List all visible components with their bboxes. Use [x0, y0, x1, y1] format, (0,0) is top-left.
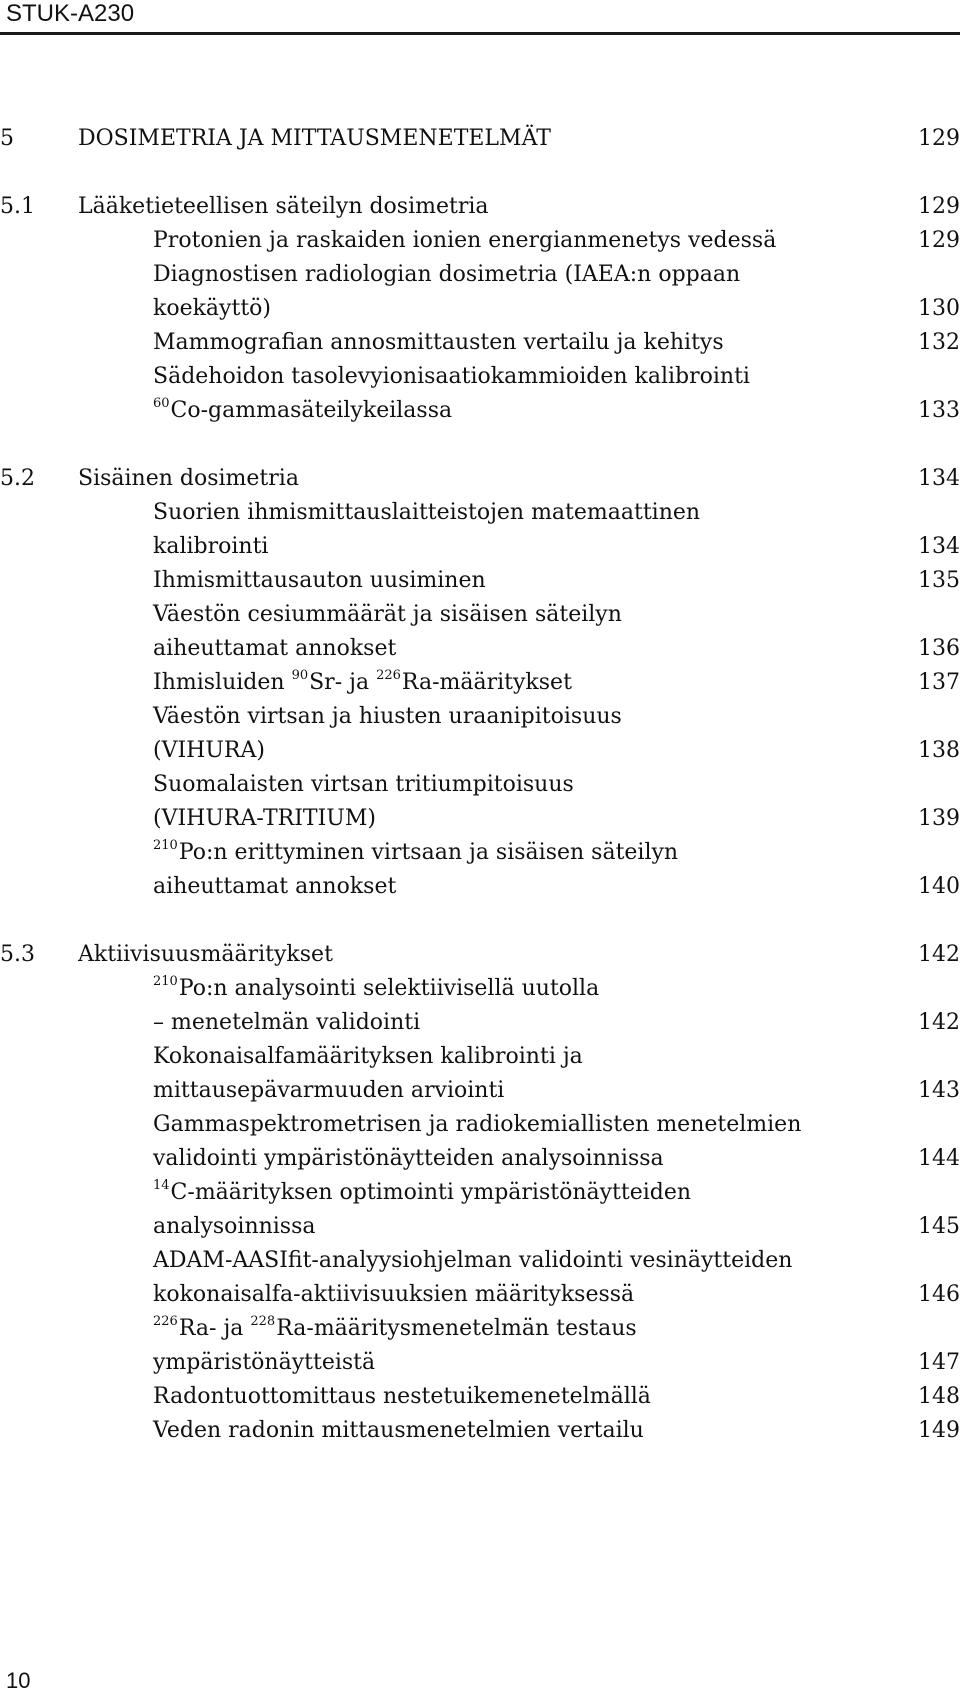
toc-entry-continuation — [0, 1073, 960, 1109]
toc-entry-continuation — [0, 529, 960, 565]
entry-title-text: C-määrityksen optimointi ympäristönäytteiden — [170, 1180, 692, 1205]
toc-entry — [0, 699, 960, 735]
entry-page: 146 — [918, 1282, 960, 1307]
entry-page: 143 — [918, 1078, 960, 1103]
toc-entry — [0, 597, 960, 633]
entry-title: Sädehoidon tasolevyionisaatiokammioiden kalibrointi — [153, 364, 750, 389]
entry-title: validointi ympäristönäytteiden analysoinnissa — [153, 1146, 664, 1171]
entry-title: aiheuttamat annokset — [153, 874, 397, 899]
isotope-mass-number: 228 — [250, 1313, 276, 1329]
entry-page: 148 — [918, 1384, 960, 1409]
chapter-title: DOSIMETRIA JA MITTAUSMENETELMÄT — [78, 126, 551, 151]
entry-page: 137 — [918, 670, 960, 695]
toc-entry — [0, 665, 960, 701]
toc-entry — [0, 1039, 960, 1075]
entry-title: (VIHURA) — [153, 738, 265, 763]
toc-entry-continuation — [0, 1005, 960, 1041]
entry-page: 130 — [918, 296, 960, 321]
toc-entry-continuation — [0, 631, 960, 667]
entry-title: Gammaspektrometrisen ja radiokemiallisten menetelmien — [153, 1112, 802, 1137]
entry-title: Väestön cesiummäärät ja sisäisen säteilyn — [153, 602, 622, 627]
chapter-heading — [0, 121, 960, 157]
entry-title: Suorien ihmismittauslaitteistojen matemaattinen — [153, 500, 701, 525]
page-number: 10 — [6, 1668, 31, 1693]
section-title: Aktiivisuusmääritykset — [78, 942, 333, 967]
section-number: 5.3 — [0, 942, 35, 967]
toc-entry — [0, 1413, 960, 1449]
entry-title-text: Co-gammasäteilykeilassa — [170, 398, 453, 423]
entry-title: Veden radonin mittausmenetelmien vertailu — [153, 1418, 644, 1443]
entry-title: mittausepävarmuuden arviointi — [153, 1078, 505, 1103]
entry-page: 145 — [918, 1214, 960, 1239]
toc-entry — [0, 223, 960, 259]
running-header: STUK-A230 — [6, 0, 135, 27]
entry-title-text: Po:n analysointi selektiivisellä uutolla — [178, 976, 600, 1001]
toc-entry-continuation — [0, 1345, 960, 1381]
entry-title: Mammografian annosmittausten vertailu ja kehitys — [153, 330, 724, 355]
isotope-mass-number: 14 — [153, 1177, 170, 1193]
isotope-mass-number: 60 — [153, 395, 170, 411]
entry-title: Suomalaisten virtsan tritiumpitoisuus — [153, 772, 574, 797]
entry-page: 142 — [918, 1010, 960, 1035]
isotope-mass-number: 226 — [153, 1313, 178, 1329]
chapter-number: 5 — [0, 126, 14, 151]
entry-title-text: Sr- ja — [309, 670, 377, 695]
entry-title: Kokonaisalfamäärityksen kalibrointi ja — [153, 1044, 583, 1069]
toc-entry-continuation — [0, 869, 960, 905]
toc-entry — [0, 563, 960, 599]
entry-title: kalibrointi — [153, 534, 269, 559]
entry-title: koekäyttö) — [153, 296, 271, 321]
section-heading — [0, 937, 960, 973]
toc-entry-continuation — [0, 733, 960, 769]
entry-title: Diagnostisen radiologian dosimetria (IAEA:n oppaan — [153, 262, 741, 287]
entry-title: Ihmismittausauton uusiminen — [153, 568, 486, 593]
section-heading — [0, 189, 960, 225]
chapter-page: 129 — [918, 126, 960, 151]
entry-page: 149 — [918, 1418, 960, 1443]
entry-title-text: Po:n erittyminen virtsaan ja sisäisen säteilyn — [178, 840, 679, 865]
entry-title: ADAM-AASIfit-analyysiohjelman validointi vesinäytteiden — [153, 1248, 793, 1273]
entry-title — [153, 835, 678, 871]
entry-title: Radontuottomittaus nestetuikemenetelmällä — [153, 1384, 651, 1409]
entry-page: 139 — [918, 806, 960, 831]
entry-title: kokonaisalfa-aktiivisuuksien määrityksessä — [153, 1282, 635, 1307]
entry-title — [153, 1311, 637, 1347]
toc-entry-continuation — [0, 801, 960, 837]
isotope-mass-number: 226 — [376, 667, 401, 683]
section-title: Sisäinen dosimetria — [78, 466, 299, 491]
entry-page: 144 — [918, 1146, 960, 1171]
entry-title-text: Ra- ja — [178, 1316, 251, 1341]
toc-entry-continuation — [0, 1277, 960, 1313]
entry-title — [153, 665, 572, 701]
entry-title: aiheuttamat annokset — [153, 636, 397, 661]
toc-entry — [0, 257, 960, 293]
entry-page: 135 — [918, 568, 960, 593]
isotope-mass-number: 90 — [291, 667, 309, 683]
toc-entry — [0, 1379, 960, 1415]
section-page: 129 — [918, 194, 960, 219]
entry-title-text: Ra-määritykset — [401, 670, 572, 695]
toc-entry-continuation — [0, 1141, 960, 1177]
section-heading — [0, 461, 960, 497]
toc-entry — [0, 495, 960, 531]
entry-title — [153, 971, 599, 1007]
section-number: 5.1 — [0, 194, 35, 219]
entry-title: Protonien ja raskaiden ionien energianmenetys vedessä — [153, 228, 777, 253]
toc-entry-continuation — [0, 393, 960, 429]
toc-entry — [0, 1175, 960, 1211]
toc-entry — [0, 1311, 960, 1347]
entry-title-text: Ihmisluiden — [153, 670, 292, 695]
toc-entry — [0, 971, 960, 1007]
entry-page: 134 — [918, 534, 960, 559]
toc-entry-continuation — [0, 1209, 960, 1245]
toc-entry-continuation — [0, 291, 960, 327]
isotope-mass-number: 210 — [153, 973, 178, 989]
section-number: 5.2 — [0, 466, 35, 491]
entry-page: 138 — [918, 738, 960, 763]
section-title: Lääketieteellisen säteilyn dosimetria — [78, 194, 489, 219]
entry-page: 136 — [918, 636, 960, 661]
entry-page: 133 — [918, 398, 960, 423]
toc-entry — [0, 359, 960, 395]
entry-page: 129 — [918, 228, 960, 253]
entry-page: 132 — [918, 330, 960, 355]
entry-page: 140 — [918, 874, 960, 899]
entry-title: ympäristönäytteistä — [153, 1350, 376, 1375]
entry-page: 147 — [918, 1350, 960, 1375]
isotope-mass-number: 210 — [153, 837, 178, 853]
entry-title — [153, 1175, 691, 1211]
toc-entry — [0, 767, 960, 803]
toc-entry — [0, 835, 960, 871]
entry-title — [153, 393, 452, 429]
toc-entry — [0, 1107, 960, 1143]
entry-title: analysoinnissa — [153, 1214, 316, 1239]
section-page: 142 — [918, 942, 960, 967]
entry-title: – menetelmän validointi — [153, 1010, 421, 1035]
toc-entry — [0, 325, 960, 361]
entry-title: (VIHURA-TRITIUM) — [153, 806, 376, 831]
section-page: 134 — [918, 466, 960, 491]
toc-entry — [0, 1243, 960, 1279]
entry-title-text: Ra-määritysmenetelmän testaus — [276, 1316, 637, 1341]
entry-title: Väestön virtsan ja hiusten uraanipitoisuus — [153, 704, 622, 729]
